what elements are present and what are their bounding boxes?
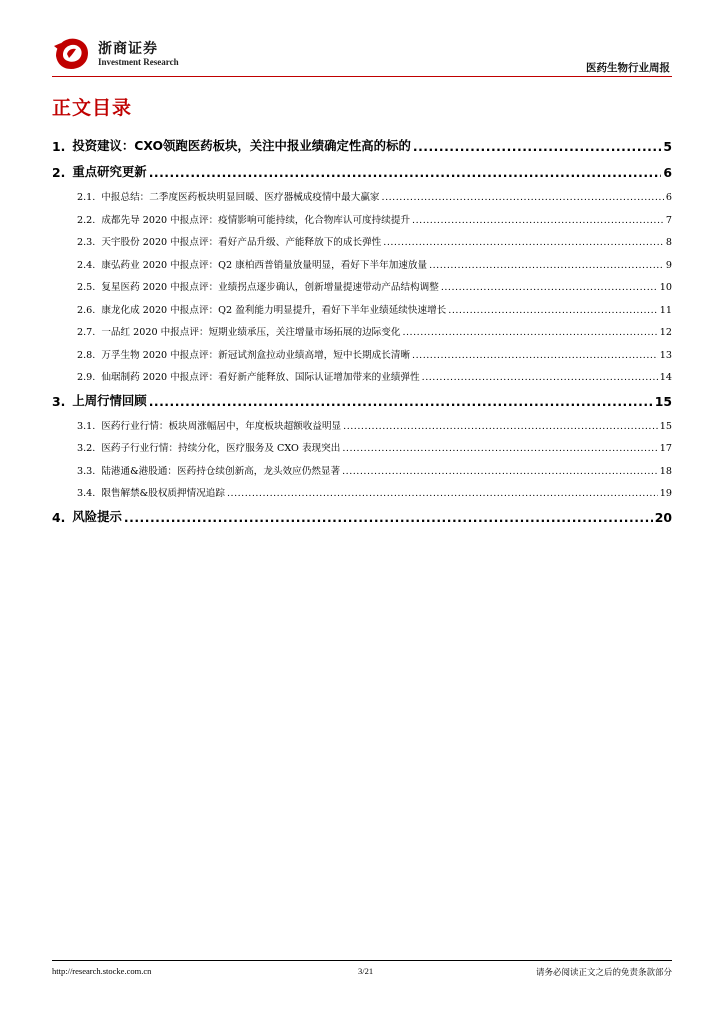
toc-entry-number: 2.2.	[77, 214, 96, 226]
toc-entry-title: 成都先导 2020 中报点评：疫情影响可能持续，化合物库认可度持续提升	[101, 214, 411, 226]
header-divider	[52, 76, 672, 77]
toc-entry-page: 17	[659, 443, 672, 454]
toc-entry-number: 2.7.	[77, 327, 96, 338]
toc-entry-number: 2.5.	[77, 282, 96, 293]
toc-leader-dots	[441, 282, 658, 293]
toc-entry-title: 天宇股份 2020 中报点评：看好产品升级、产能释放下的成长弹性	[101, 237, 382, 248]
toc-subsection-entry[interactable]	[52, 229, 672, 248]
toc-leader-dots	[149, 165, 662, 180]
toc-section-entry[interactable]	[52, 503, 672, 525]
toc-subsection-entry[interactable]	[52, 297, 672, 316]
toc-entry-page: 8	[665, 237, 672, 248]
toc-entry-page: 15	[659, 420, 672, 432]
toc-entry-number: 1.	[52, 139, 66, 154]
toc-entry-number: 2.3.	[77, 237, 96, 248]
footer-divider	[52, 960, 672, 961]
toc-leader-dots	[448, 305, 658, 316]
toc-entry-title: 医药子行业行情：持续分化，医疗服务及 CXO 表现突出	[101, 443, 341, 454]
toc-entry-title: 上周行情回顾	[72, 392, 147, 408]
toc-subsection-entry[interactable]	[52, 319, 672, 338]
toc-leader-dots	[383, 237, 664, 248]
toc-entry-number: 3.1.	[77, 420, 96, 432]
toc-leader-dots	[149, 394, 653, 409]
toc-subsection-entry[interactable]	[52, 364, 672, 383]
footer-page-number: 3/21	[358, 966, 374, 976]
toc-leader-dots	[412, 350, 658, 361]
toc-entry-number: 3.	[52, 393, 66, 409]
toc-leader-dots	[413, 139, 662, 154]
footer-url-link[interactable]: http://research.stocke.com.cn	[52, 966, 152, 976]
toc-entry-number: 2.8.	[77, 349, 96, 361]
footer-disclaimer: 请务必阅读正文之后的免责条款部分	[535, 968, 672, 978]
toc-leader-dots	[412, 215, 664, 226]
toc-leader-dots	[429, 260, 664, 271]
table-of-contents	[52, 132, 672, 529]
toc-entry-number: 3.4.	[77, 488, 96, 499]
toc-entry-title: 复星医药 2020 中报点评：业绩拐点逐步确认，创新增量提速带动产品结构调整	[101, 282, 439, 293]
toc-leader-dots	[124, 510, 653, 525]
toc-entry-page: 5	[663, 139, 672, 154]
toc-subsection-entry[interactable]	[52, 342, 672, 361]
toc-subsection-entry[interactable]	[52, 184, 672, 203]
report-type-label: 医药生物行业周报	[586, 62, 670, 74]
toc-entry-number: 3.3.	[77, 465, 96, 477]
toc-entry-number: 2.9.	[77, 372, 96, 383]
toc-entry-title: 康龙化成 2020 中报点评：Q2 盈利能力明显提升，看好下半年业绩延续快速增长	[101, 304, 447, 316]
toc-entry-number: 3.2.	[77, 443, 96, 454]
toc-leader-dots	[227, 488, 658, 499]
toc-leader-dots	[342, 466, 658, 477]
toc-subsection-entry[interactable]	[52, 274, 672, 293]
toc-subsection-entry[interactable]	[52, 252, 672, 271]
page-footer	[52, 966, 672, 980]
toc-subsection-entry[interactable]	[52, 413, 672, 432]
toc-entry-page: 11	[659, 304, 672, 316]
toc-leader-dots	[382, 192, 664, 203]
toc-entry-title: 风险提示	[72, 508, 122, 524]
toc-entry-number: 2.	[52, 165, 66, 180]
toc-subsection-entry[interactable]	[52, 435, 672, 454]
toc-section-entry[interactable]	[52, 132, 672, 154]
toc-subsection-entry[interactable]	[52, 458, 672, 477]
toc-entry-title: 康弘药业 2020 中报点评：Q2 康柏西普销量放量明显，看好下半年加速放量	[101, 259, 428, 271]
brand-name-cn: 浙商证券	[98, 41, 158, 57]
toc-entry-page: 19	[659, 488, 672, 499]
toc-entry-page: 7	[665, 214, 672, 226]
toc-entry-title: 限售解禁&股权质押情况追踪	[101, 488, 225, 499]
brand-name-en: Investment Research	[98, 57, 179, 67]
toc-entry-title: 投资建议：CXO领跑医药板块，关注中报业绩确定性高的标的	[72, 138, 411, 153]
toc-entry-number: 2.6.	[77, 304, 96, 316]
toc-entry-title: 陆港通&港股通：医药持仓续创新高，龙头效应仍然显著	[101, 465, 341, 477]
toc-entry-page: 18	[659, 465, 672, 477]
toc-entry-page: 14	[659, 372, 672, 383]
toc-section-entry[interactable]	[52, 158, 672, 180]
toc-entry-title: 中报总结：二季度医药板块明显回暖、医疗器械成疫情中最大赢家	[101, 192, 380, 203]
toc-entry-page: 15	[654, 393, 672, 409]
toc-entry-page: 10	[659, 282, 672, 293]
toc-entry-title: 万孚生物 2020 中报点评：新冠试剂盒拉动业绩高增，短中长期成长清晰	[101, 349, 411, 361]
toc-entry-title: 一品红 2020 中报点评：短期业绩承压，关注增量市场拓展的边际变化	[101, 327, 401, 338]
toc-leader-dots	[402, 327, 657, 338]
toc-entry-page: 12	[659, 327, 672, 338]
toc-entry-page: 13	[659, 349, 672, 361]
zheshang-logo-icon	[52, 34, 92, 72]
toc-entry-number: 2.1.	[77, 192, 96, 203]
toc-entry-title: 医药行业行情：板块周涨幅居中，年度板块超额收益明显	[101, 420, 342, 432]
toc-leader-dots	[342, 443, 657, 454]
toc-entry-page: 6	[663, 165, 672, 180]
page-header	[52, 34, 672, 78]
toc-leader-dots	[343, 421, 658, 432]
toc-heading: 正文目录	[52, 97, 133, 119]
toc-subsection-entry[interactable]	[52, 480, 672, 499]
toc-entry-title: 重点研究更新	[72, 164, 147, 179]
toc-entry-page: 9	[665, 259, 672, 271]
toc-entry-number: 2.4.	[77, 259, 96, 271]
toc-entry-number: 4.	[52, 509, 66, 525]
toc-entry-title: 仙琚制药 2020 中报点评：看好新产能释放、国际认证增加带来的业绩弹性	[101, 372, 420, 383]
toc-leader-dots	[422, 372, 658, 383]
toc-entry-page: 6	[665, 192, 672, 203]
toc-subsection-entry[interactable]	[52, 207, 672, 226]
toc-entry-page: 20	[654, 509, 672, 525]
toc-section-entry[interactable]	[52, 387, 672, 409]
